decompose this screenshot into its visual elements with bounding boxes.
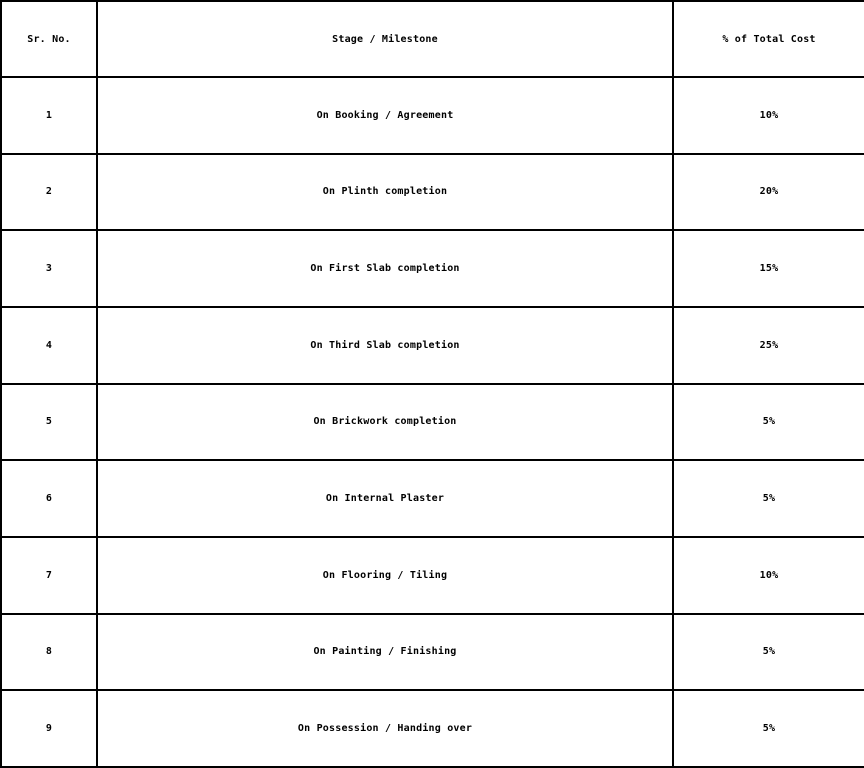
cell-cost-percent: 10% xyxy=(673,77,864,154)
cell-sr-no: 9 xyxy=(1,690,97,767)
cell-cost-percent: 25% xyxy=(673,307,864,384)
cell-sr-no: 8 xyxy=(1,614,97,691)
cell-cost-percent: 5% xyxy=(673,614,864,691)
table-header-row xyxy=(1,1,864,77)
cell-stage: On Booking / Agreement xyxy=(97,77,673,154)
header-sr-no: Sr. No. xyxy=(1,1,97,77)
cell-sr-no: 3 xyxy=(1,230,97,307)
cell-stage: On Brickwork completion xyxy=(97,384,673,461)
cell-sr-no: 6 xyxy=(1,460,97,537)
cell-sr-no: 4 xyxy=(1,307,97,384)
cell-sr-no: 7 xyxy=(1,537,97,614)
cell-cost-percent: 15% xyxy=(673,230,864,307)
table-row xyxy=(1,230,864,307)
cell-cost-percent: 10% xyxy=(673,537,864,614)
cell-stage: On Possession / Handing over xyxy=(97,690,673,767)
cell-cost-percent: 5% xyxy=(673,690,864,767)
cell-stage: On First Slab completion xyxy=(97,230,673,307)
cell-cost-percent: 20% xyxy=(673,154,864,231)
table-row xyxy=(1,537,864,614)
cell-cost-percent: 5% xyxy=(673,384,864,461)
cell-stage: On Painting / Finishing xyxy=(97,614,673,691)
table-row xyxy=(1,460,864,537)
table-row xyxy=(1,690,864,767)
table-row xyxy=(1,154,864,231)
header-stage: Stage / Milestone xyxy=(97,1,673,77)
cell-sr-no: 2 xyxy=(1,154,97,231)
cell-sr-no: 5 xyxy=(1,384,97,461)
cell-stage: On Flooring / Tiling xyxy=(97,537,673,614)
cell-cost-percent: 5% xyxy=(673,460,864,537)
cell-stage: On Third Slab completion xyxy=(97,307,673,384)
table-row xyxy=(1,384,864,461)
cell-sr-no: 1 xyxy=(1,77,97,154)
cell-stage: On Plinth completion xyxy=(97,154,673,231)
table-row xyxy=(1,77,864,154)
table-row xyxy=(1,307,864,384)
header-cost-percent: % of Total Cost xyxy=(673,1,864,77)
cell-stage: On Internal Plaster xyxy=(97,460,673,537)
table-row xyxy=(1,614,864,691)
